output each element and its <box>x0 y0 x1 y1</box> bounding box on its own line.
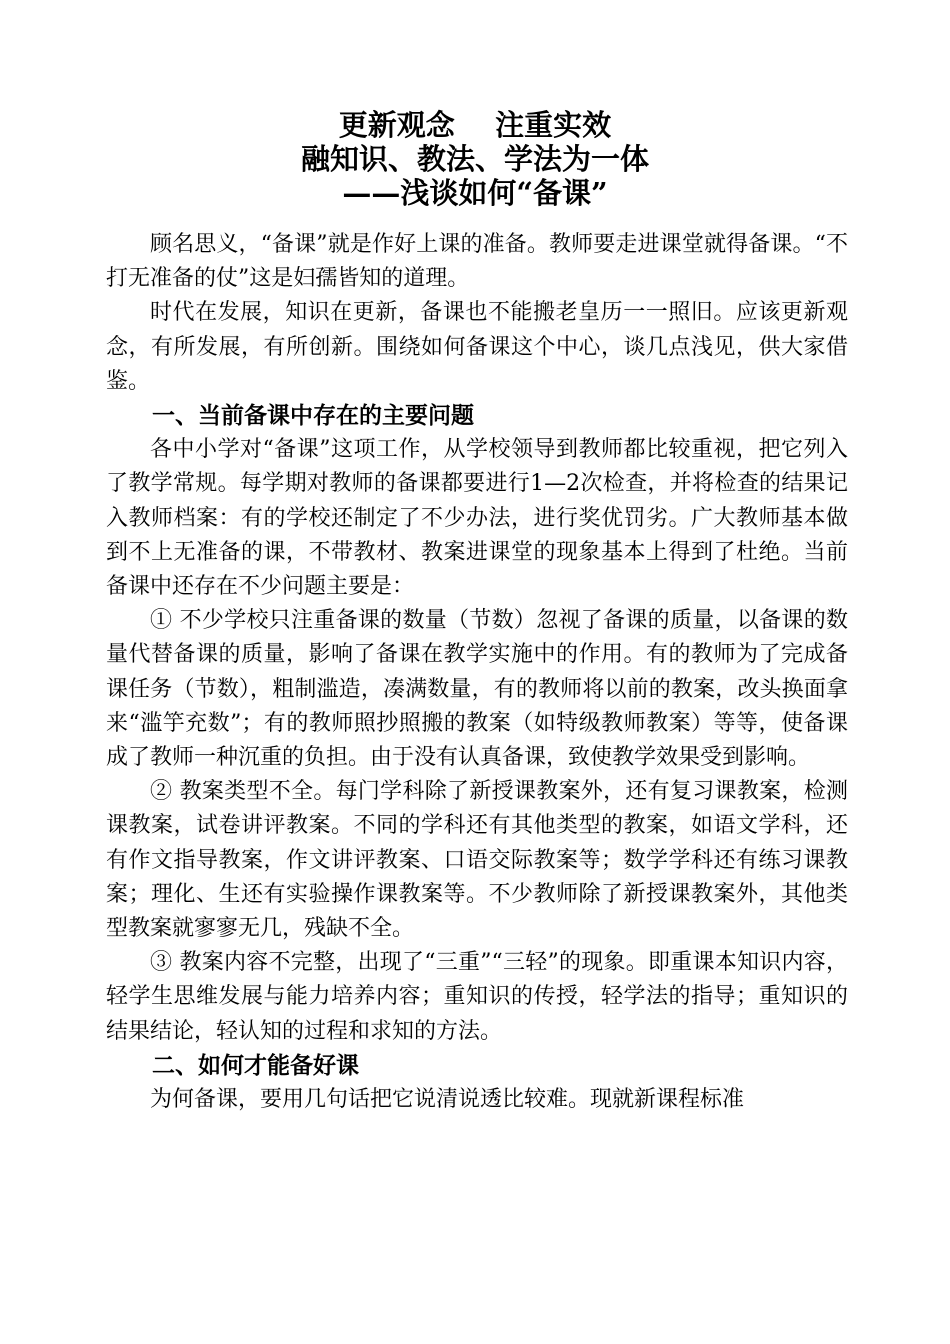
main-title: 更新观念 注重实效 <box>338 108 612 142</box>
paragraph-problem-2: ② 教案类型不全。每门学科除了新授课教案外，还有复习课教案，检测课教案，试卷讲评教案。不同的学科还有其他类型的教案，如语文学科，还有作文指导教案，作文讲评教案、口语交际教案等；数学学科还有练习课教案；理化、生还有实验操作课教案等。不少教师除了新授课教案外，其他类型教案就寥寥无几，残缺不全。 <box>106 779 848 942</box>
paragraph-problem-3: ③ 教案内容不完整，出现了“三重”“三轻”的现象。即重课本知识内容，轻学生思维发展与能力培养内容；重知识的传授，轻学法的指导；重知识的结果结论，轻认知的过程和求知的方法。 <box>106 950 848 1044</box>
title-block <box>0 108 950 210</box>
article-subtitle: ——浅谈如何“备课” <box>342 176 608 210</box>
sub-title: 融知识、教法、学法为一体 <box>300 142 649 176</box>
paragraph-current-state: 各中小学对“备课”这项工作，从学校领导到教师都比较重视，把它列入了教学常规。每学期对教师的备课都要进行1—2次检查，并将检查的结果记入教师档案：有的学校还制定了不少办法，进行奖优罚劣。广大教师基本做到不上无准备的课，不带教材、教案进课堂的现象基本上得到了杜绝。当前备课中还存在不少问题主要是： <box>106 437 848 600</box>
article-body <box>106 228 848 1117</box>
paragraph-how-to: 为何备课，要用几句话把它说清说透比较难。现就新课程标准 <box>150 1087 745 1113</box>
paragraph-intro: 顾名思义，“备课”就是作好上课的准备。教师要走进课堂就得备课。“不打无准备的仗”这是妇孺皆知的道理。 <box>106 232 848 292</box>
section-heading-1: 一、当前备课中存在的主要问题 <box>152 402 474 430</box>
section-heading-2: 二、如何才能备好课 <box>152 1051 359 1079</box>
paragraph-problem-1: ① 不少学校只注重备课的数量（节数）忽视了备课的质量，以备课的数量代替备课的质量，影响了备课在教学实施中的作用。有的教师为了完成备课任务（节数），粗制滥造，凑满数量，有的教师将以前的教案，改头换面拿来“滥竽充数”；有的教师照抄照搬的教案（如特级教师教案）等等，使备课成了教师一种沉重的负担。由于没有认真备课，致使教学效果受到影响。 <box>106 608 848 771</box>
paragraph-context: 时代在发展，知识在更新，备课也不能搬老皇历一一照旧。应该更新观念，有所发展，有所创新。围绕如何备课这个中心，谈几点浅见，供大家借鉴。 <box>106 300 848 394</box>
